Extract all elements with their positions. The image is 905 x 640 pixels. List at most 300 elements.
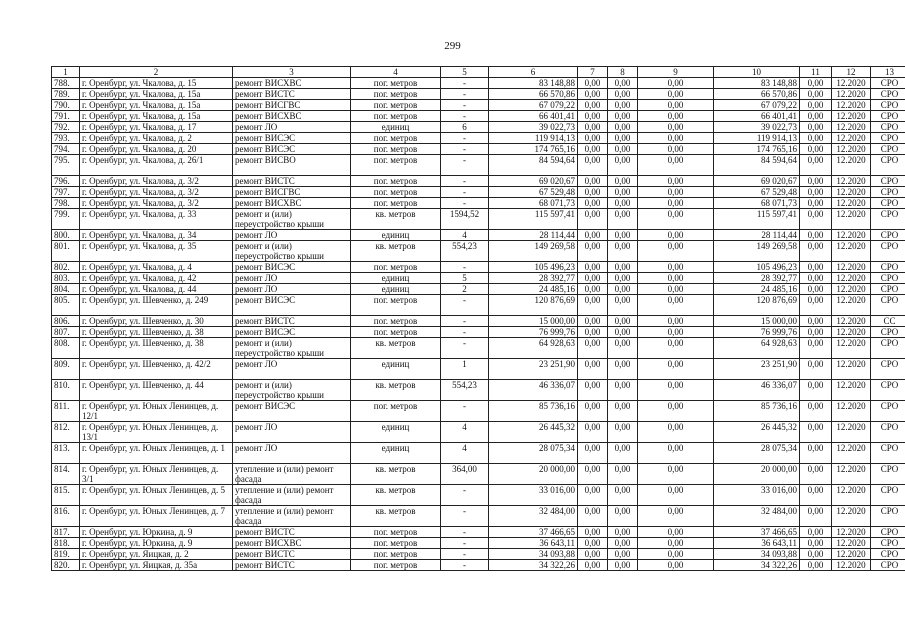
table-cell: 0,00: [578, 133, 608, 144]
table-cell: 28 114,44: [714, 230, 800, 241]
table-cell: 68 071,73: [714, 198, 800, 209]
table-cell: 0,00: [800, 241, 832, 262]
table-cell: 68 071,73: [489, 198, 578, 209]
table-cell: 12.2020: [832, 273, 871, 284]
table-cell: 115 597,41: [714, 209, 800, 230]
table-cell: кв. метров: [351, 338, 441, 359]
table-cell: 28 114,44: [489, 230, 578, 241]
table-cell: 0,00: [578, 443, 608, 464]
table-cell: 0,00: [800, 560, 832, 571]
table-cell: 0,00: [800, 443, 832, 464]
table-cell: 0,00: [638, 133, 714, 144]
table-cell: 120 876,69: [489, 295, 578, 316]
table-cell: 0,00: [800, 262, 832, 273]
table-cell: г. Оренбург, ул. Юркина, д. 9: [80, 538, 233, 549]
table-cell: 0,00: [638, 316, 714, 327]
table-cell: 0,00: [800, 338, 832, 359]
table-cell: 0,00: [638, 401, 714, 422]
table-cell: г. Оренбург, ул. Чкалова, д. 15а: [80, 100, 233, 111]
column-number-cell: 11: [800, 67, 832, 78]
table-cell: СРО: [871, 485, 905, 506]
table-cell: утепление и (или) ремонт фасада: [233, 485, 351, 506]
table-cell: 12.2020: [832, 122, 871, 133]
table-cell: утепление и (или) ремонт фасада: [233, 464, 351, 485]
table-cell: 805.: [52, 295, 80, 316]
table-cell: 76 999,76: [489, 327, 578, 338]
column-number-cell: 9: [638, 67, 714, 78]
table-cell: ремонт ВИСТС: [233, 89, 351, 100]
table-cell: г. Оренбург, ул. Шевченко, д. 38: [80, 327, 233, 338]
table-row: [52, 327, 905, 338]
table-cell: 790.: [52, 100, 80, 111]
table-cell: 67 079,22: [714, 100, 800, 111]
table-cell: г. Оренбург, ул. Чкалова, д. 15а: [80, 111, 233, 122]
table-cell: ремонт ЛО: [233, 122, 351, 133]
table-cell: г. Оренбург, ул. Юркина, д. 9: [80, 527, 233, 538]
table-cell: кв. метров: [351, 380, 441, 401]
table-cell: 0,00: [608, 338, 638, 359]
table-cell: пог. метров: [351, 144, 441, 155]
table-cell: 0,00: [578, 122, 608, 133]
table-cell: 793.: [52, 133, 80, 144]
table-cell: 788.: [52, 78, 80, 89]
table-cell: 0,00: [638, 284, 714, 295]
table-cell: 34 093,88: [489, 549, 578, 560]
table-cell: 12.2020: [832, 538, 871, 549]
table-cell: 0,00: [578, 176, 608, 187]
table-cell: 0,00: [638, 527, 714, 538]
table-cell: СРО: [871, 198, 905, 209]
table-cell: ремонт ВИСЭС: [233, 327, 351, 338]
table-cell: 813.: [52, 443, 80, 464]
table-cell: 105 496,23: [489, 262, 578, 273]
table-cell: ремонт ВИСЭС: [233, 401, 351, 422]
table-cell: 819.: [52, 549, 80, 560]
table-cell: 32 484,00: [489, 506, 578, 527]
table-cell: 0,00: [638, 241, 714, 262]
table-cell: -: [441, 133, 489, 144]
table-cell: 12.2020: [832, 100, 871, 111]
table-cell: ремонт ВИСЭС: [233, 144, 351, 155]
table-cell: 0,00: [578, 316, 608, 327]
table-cell: -: [441, 155, 489, 176]
table-row: [52, 133, 905, 144]
table-cell: г. Оренбург, ул. Шевченко, д. 44: [80, 380, 233, 401]
table-cell: 23 251,90: [489, 359, 578, 380]
table-row: [52, 295, 905, 316]
table-cell: -: [441, 560, 489, 571]
table-cell: 12.2020: [832, 443, 871, 464]
table-cell: 12.2020: [832, 338, 871, 359]
table-cell: 12.2020: [832, 401, 871, 422]
table-cell: СРО: [871, 78, 905, 89]
table-cell: 0,00: [578, 111, 608, 122]
table-row: [52, 89, 905, 100]
table-cell: кв. метров: [351, 485, 441, 506]
table-cell: ремонт ВИСВО: [233, 155, 351, 176]
table-cell: -: [441, 89, 489, 100]
table-cell: 809.: [52, 359, 80, 380]
table-cell: 66 401,41: [714, 111, 800, 122]
table-cell: 28 392,77: [714, 273, 800, 284]
table-cell: г. Оренбург, ул. Шевченко, д. 30: [80, 316, 233, 327]
table-cell: 807.: [52, 327, 80, 338]
table-cell: 149 269,58: [714, 241, 800, 262]
table-row: [52, 187, 905, 198]
table-cell: 67 529,48: [714, 187, 800, 198]
table-cell: г. Оренбург, ул. Чкалова, д. 44: [80, 284, 233, 295]
table-cell: СС: [871, 316, 905, 327]
table-cell: 12.2020: [832, 284, 871, 295]
table-cell: 0,00: [638, 89, 714, 100]
table-cell: 810.: [52, 380, 80, 401]
table-cell: г. Оренбург, ул. Яицкая, д. 2: [80, 549, 233, 560]
table-cell: 0,00: [578, 89, 608, 100]
table-cell: 12.2020: [832, 78, 871, 89]
table-cell: ремонт ЛО: [233, 273, 351, 284]
table-cell: 67 529,48: [489, 187, 578, 198]
table-cell: 12.2020: [832, 359, 871, 380]
table-cell: 0,00: [638, 359, 714, 380]
table-cell: 64 928,63: [489, 338, 578, 359]
table-cell: 0,00: [578, 506, 608, 527]
table-cell: 806.: [52, 316, 80, 327]
table-cell: пог. метров: [351, 527, 441, 538]
table-cell: 12.2020: [832, 111, 871, 122]
table-cell: 797.: [52, 187, 80, 198]
table-cell: г. Оренбург, ул. Шевченко, д. 42/2: [80, 359, 233, 380]
table-cell: 0,00: [638, 111, 714, 122]
table-cell: 69 020,67: [489, 176, 578, 187]
table-cell: СРО: [871, 187, 905, 198]
column-number-cell: 7: [578, 67, 608, 78]
column-number-cell: 4: [351, 67, 441, 78]
table-cell: г. Оренбург, ул. Юных Ленинцев, д. 7: [80, 506, 233, 527]
table-cell: 0,00: [800, 78, 832, 89]
table-cell: 0,00: [608, 327, 638, 338]
table-cell: 39 022,73: [714, 122, 800, 133]
table-cell: 26 445,32: [714, 422, 800, 443]
table-cell: пог. метров: [351, 560, 441, 571]
column-number-cell: 1: [52, 67, 80, 78]
table-cell: 76 999,76: [714, 327, 800, 338]
table-cell: 0,00: [638, 176, 714, 187]
table-cell: 0,00: [608, 549, 638, 560]
table-row: [52, 316, 905, 327]
table-cell: г. Оренбург, ул. Чкалова, д. 3/2: [80, 198, 233, 209]
table-cell: г. Оренбург, ул. Чкалова, д. 33: [80, 209, 233, 230]
table-row: [52, 538, 905, 549]
table-cell: -: [441, 78, 489, 89]
column-number-header-row: [52, 67, 905, 78]
table-cell: 120 876,69: [714, 295, 800, 316]
table-cell: -: [441, 485, 489, 506]
table-cell: 0,00: [800, 133, 832, 144]
table-row: [52, 443, 905, 464]
table-cell: 796.: [52, 176, 80, 187]
table-cell: 0,00: [800, 464, 832, 485]
table-cell: 0,00: [638, 538, 714, 549]
table-cell: ремонт и (или) переустройство крыши: [233, 338, 351, 359]
table-cell: пог. метров: [351, 549, 441, 560]
table-cell: пог. метров: [351, 133, 441, 144]
column-number-cell: 5: [441, 67, 489, 78]
table-cell: 0,00: [578, 78, 608, 89]
table-cell: 0,00: [578, 464, 608, 485]
table-cell: г. Оренбург, ул. Чкалова, д. 34: [80, 230, 233, 241]
table-cell: 12.2020: [832, 295, 871, 316]
table-cell: 0,00: [608, 89, 638, 100]
table-cell: 0,00: [638, 122, 714, 133]
table-cell: 37 466,65: [714, 527, 800, 538]
table-cell: 0,00: [608, 506, 638, 527]
table-cell: 4: [441, 230, 489, 241]
table-cell: 0,00: [578, 273, 608, 284]
table-cell: 0,00: [578, 549, 608, 560]
table-cell: 0,00: [608, 78, 638, 89]
table-cell: 34 093,88: [714, 549, 800, 560]
table-cell: СРО: [871, 230, 905, 241]
table-cell: 817.: [52, 527, 80, 538]
table-cell: 808.: [52, 338, 80, 359]
table-cell: СРО: [871, 422, 905, 443]
table-cell: пог. метров: [351, 78, 441, 89]
table-cell: 46 336,07: [489, 380, 578, 401]
table-cell: пог. метров: [351, 111, 441, 122]
table-row: [52, 273, 905, 284]
table-cell: 0,00: [800, 122, 832, 133]
table-row: [52, 78, 905, 89]
column-number-cell: 10: [714, 67, 800, 78]
table-cell: 0,00: [638, 155, 714, 176]
table-cell: -: [441, 316, 489, 327]
table-row: [52, 560, 905, 571]
table-cell: г. Оренбург, ул. Чкалова, д. 20: [80, 144, 233, 155]
table-cell: 0,00: [608, 209, 638, 230]
table-cell: 1: [441, 359, 489, 380]
table-cell: 0,00: [608, 176, 638, 187]
table-cell: 12.2020: [832, 144, 871, 155]
table-cell: 0,00: [638, 273, 714, 284]
table-cell: 36 643,11: [714, 538, 800, 549]
table-cell: единиц: [351, 230, 441, 241]
table-cell: -: [441, 327, 489, 338]
table-row: [52, 198, 905, 209]
table-cell: 0,00: [608, 538, 638, 549]
table-row: [52, 527, 905, 538]
table-cell: 0,00: [638, 209, 714, 230]
table-cell: 0,00: [578, 198, 608, 209]
table-cell: 0,00: [638, 549, 714, 560]
table-row: [52, 100, 905, 111]
table-cell: -: [441, 262, 489, 273]
table-cell: 20 000,00: [714, 464, 800, 485]
table-cell: 0,00: [638, 144, 714, 155]
table-cell: 0,00: [608, 359, 638, 380]
table-cell: ремонт и (или) переустройство крыши: [233, 241, 351, 262]
table-cell: единиц: [351, 359, 441, 380]
table-cell: г. Оренбург, ул. Чкалова, д. 42: [80, 273, 233, 284]
table-cell: 12.2020: [832, 549, 871, 560]
table-row: [52, 359, 905, 380]
table-cell: СРО: [871, 527, 905, 538]
table-cell: 0,00: [608, 111, 638, 122]
table-cell: 0,00: [578, 241, 608, 262]
table-cell: 0,00: [578, 485, 608, 506]
table-cell: СРО: [871, 549, 905, 560]
table-cell: пог. метров: [351, 176, 441, 187]
table-cell: 149 269,58: [489, 241, 578, 262]
table-cell: пог. метров: [351, 538, 441, 549]
table-cell: СРО: [871, 284, 905, 295]
table-cell: ремонт ВИСТС: [233, 560, 351, 571]
table-cell: 0,00: [578, 538, 608, 549]
table-cell: 15 000,00: [714, 316, 800, 327]
table-cell: 66 570,86: [489, 89, 578, 100]
table-cell: 85 736,16: [714, 401, 800, 422]
table-cell: 0,00: [578, 380, 608, 401]
column-number-cell: 3: [233, 67, 351, 78]
table-cell: 23 251,90: [714, 359, 800, 380]
table-cell: 84 594,64: [714, 155, 800, 176]
table-cell: ремонт ВИСТС: [233, 176, 351, 187]
table-cell: 0,00: [578, 187, 608, 198]
table-cell: 0,00: [578, 401, 608, 422]
table-cell: 0,00: [800, 380, 832, 401]
table-cell: 20 000,00: [489, 464, 578, 485]
table-cell: г. Оренбург, ул. Чкалова, д. 3/2: [80, 176, 233, 187]
table-cell: 0,00: [578, 100, 608, 111]
table-cell: 0,00: [800, 295, 832, 316]
table-cell: 554,23: [441, 380, 489, 401]
table-cell: 84 594,64: [489, 155, 578, 176]
table-cell: 66 570,86: [714, 89, 800, 100]
table-cell: г. Оренбург, ул. Яицкая, д. 35а: [80, 560, 233, 571]
table-cell: -: [441, 111, 489, 122]
table-cell: СРО: [871, 209, 905, 230]
table-cell: 34 322,26: [489, 560, 578, 571]
table-cell: СРО: [871, 506, 905, 527]
table-cell: ремонт ВИСЭС: [233, 295, 351, 316]
table-cell: пог. метров: [351, 187, 441, 198]
table-cell: пог. метров: [351, 89, 441, 100]
table-cell: 83 148,88: [489, 78, 578, 89]
repair-schedule-table: [51, 66, 905, 571]
table-cell: 0,00: [608, 198, 638, 209]
table-cell: 24 485,16: [489, 284, 578, 295]
table-cell: СРО: [871, 273, 905, 284]
table-cell: 799.: [52, 209, 80, 230]
table-cell: г. Оренбург, ул. Юных Ленинцев, д. 13/1: [80, 422, 233, 443]
table-cell: 33 016,00: [489, 485, 578, 506]
table-cell: г. Оренбург, ул. Чкалова, д. 26/1: [80, 155, 233, 176]
table-cell: 0,00: [800, 273, 832, 284]
table-cell: 0,00: [638, 230, 714, 241]
table-cell: 115 597,41: [489, 209, 578, 230]
table-cell: 0,00: [608, 273, 638, 284]
table-cell: г. Оренбург, ул. Чкалова, д. 17: [80, 122, 233, 133]
table-cell: 0,00: [800, 176, 832, 187]
table-cell: ремонт ВИСЭС: [233, 133, 351, 144]
table-row: [52, 155, 905, 176]
table-cell: ремонт и (или) переустройство крыши: [233, 209, 351, 230]
table-cell: 0,00: [608, 284, 638, 295]
table-cell: 0,00: [608, 401, 638, 422]
table-cell: -: [441, 198, 489, 209]
table-cell: 0,00: [578, 359, 608, 380]
table-cell: СРО: [871, 176, 905, 187]
table-cell: 0,00: [578, 295, 608, 316]
table-cell: 12.2020: [832, 176, 871, 187]
table-row: [52, 262, 905, 273]
table-cell: ремонт ЛО: [233, 284, 351, 295]
table-cell: 0,00: [638, 78, 714, 89]
table-cell: 0,00: [608, 485, 638, 506]
table-cell: 364,00: [441, 464, 489, 485]
table-cell: 39 022,73: [489, 122, 578, 133]
table-cell: единиц: [351, 422, 441, 443]
table-cell: -: [441, 527, 489, 538]
table-cell: 2: [441, 284, 489, 295]
table-cell: СРО: [871, 380, 905, 401]
table-cell: 792.: [52, 122, 80, 133]
column-number-cell: 6: [489, 67, 578, 78]
table-cell: 0,00: [638, 327, 714, 338]
table-cell: 791.: [52, 111, 80, 122]
table-cell: 36 643,11: [489, 538, 578, 549]
table-cell: -: [441, 100, 489, 111]
table-cell: 0,00: [608, 295, 638, 316]
table-cell: 28 075,34: [714, 443, 800, 464]
table-cell: 0,00: [800, 144, 832, 155]
table-cell: 0,00: [608, 527, 638, 538]
table-cell: пог. метров: [351, 155, 441, 176]
table-cell: 0,00: [638, 187, 714, 198]
table-cell: 6: [441, 122, 489, 133]
table-cell: пог. метров: [351, 295, 441, 316]
table-cell: 0,00: [578, 327, 608, 338]
table-cell: 1594,52: [441, 209, 489, 230]
table-cell: 12.2020: [832, 316, 871, 327]
table-cell: 28 075,34: [489, 443, 578, 464]
table-cell: 0,00: [638, 464, 714, 485]
table-cell: 12.2020: [832, 506, 871, 527]
table-cell: г. Оренбург, ул. Шевченко, д. 38: [80, 338, 233, 359]
table-cell: пог. метров: [351, 262, 441, 273]
table-cell: -: [441, 549, 489, 560]
table-cell: 816.: [52, 506, 80, 527]
table-row: [52, 209, 905, 230]
table-row: [52, 549, 905, 560]
table-cell: -: [441, 144, 489, 155]
table-cell: 4: [441, 443, 489, 464]
table-cell: СРО: [871, 144, 905, 155]
page-number: 299: [444, 40, 461, 52]
table-cell: 815.: [52, 485, 80, 506]
table-cell: г. Оренбург, ул. Юных Ленинцев, д. 3/1: [80, 464, 233, 485]
table-cell: ремонт ВИСХВС: [233, 538, 351, 549]
table-cell: г. Оренбург, ул. Шевченко, д. 249: [80, 295, 233, 316]
table-cell: единиц: [351, 284, 441, 295]
table-cell: 0,00: [800, 155, 832, 176]
table-cell: 0,00: [578, 144, 608, 155]
table-cell: 0,00: [578, 284, 608, 295]
table-cell: 0,00: [638, 560, 714, 571]
table-cell: г. Оренбург, ул. Юных Ленинцев, д. 5: [80, 485, 233, 506]
table-cell: 0,00: [578, 527, 608, 538]
table-cell: 789.: [52, 89, 80, 100]
table-cell: кв. метров: [351, 241, 441, 262]
